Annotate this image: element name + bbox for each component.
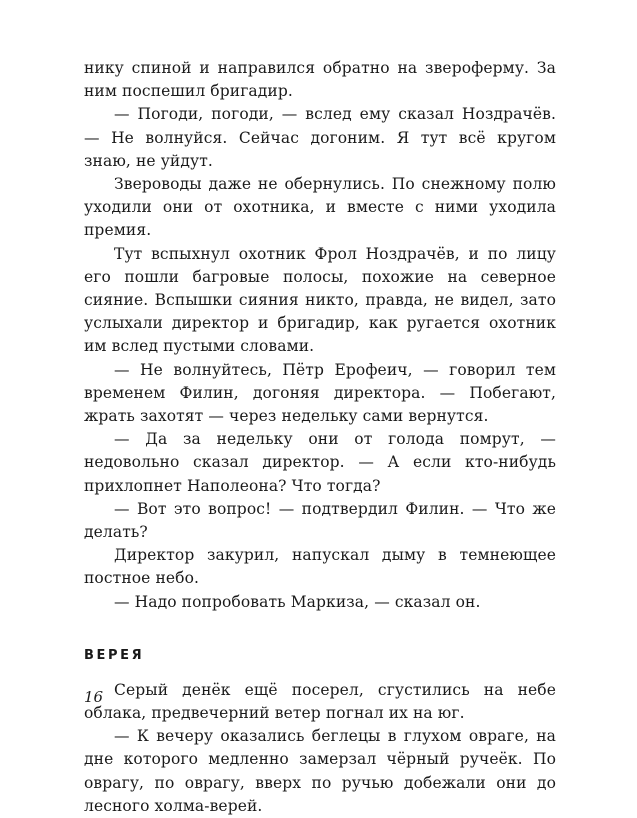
- paragraph-dialogue-question: — Вот это вопрос! — подтвердил Филин. — Что же делать?: [84, 499, 556, 542]
- paragraph-ravine: — К вечеру оказались беглецы в глухом овраге, на дне которого медленно замерзал чёрный ручеёк. По оврагу, по оврагу, вверх по ручью добежали они до лесного холма-верей.: [84, 727, 556, 815]
- paragraph-dialogue-nozdrachev: — Погоди, погоди, — вслед ему сказал Ноздрачёв. — Не волнуйся. Сейчас догоним. Я тут всё кругом знаю, не уйдут.: [84, 105, 556, 170]
- paragraph-continuation: нику спиной и направился обратно на звероферму. За ним поспешил бригадир.: [84, 59, 556, 101]
- paragraph-dialogue-director: — Да за недельку они от голода помрут, — недовольно сказал директор. — А если кто-нибудь прихлопнет Наполеона? Что тогда?: [84, 430, 556, 495]
- paragraph-grey-day: Серый денёк ещё посерел, сгустились на небе облака, предвечерний ветер погнал их на юг.: [84, 680, 556, 723]
- section-spacer: [84, 614, 556, 644]
- paragraph-dialogue-markiz: — Надо попробовать Маркиза, — сказал он.: [114, 592, 481, 611]
- paragraph-dialogue-filin: — Не волнуйтесь, Пётр Ерофеич, — говорил тем временем Филин, догоняя директора. — Побегают, жрать захотят — через недельку сами вернутся.: [84, 360, 556, 426]
- page-number: 16: [84, 688, 104, 706]
- paragraph-breeders-leave: Звероводы даже не обернулись. По снежному полю уходили они от охотника, и вместе с ними уходила премия.: [84, 175, 556, 240]
- book-page: [84, 57, 556, 818]
- paragraph-hunter-flares: Тут вспыхнул охотник Фрол Ноздрачёв, и по лицу его пошли багровые полосы, похожие на северное сияние. Вспышки сияния никто, правда, не видел, зато услыхали директор и бригадир, как ругается охотник им вслед пустыми словами.: [84, 244, 556, 356]
- paragraph-director-smokes: Директор закурил, напускал дыму в темнеющее постное небо.: [84, 546, 556, 588]
- section-heading: ВЕРЕЯ: [84, 647, 145, 663]
